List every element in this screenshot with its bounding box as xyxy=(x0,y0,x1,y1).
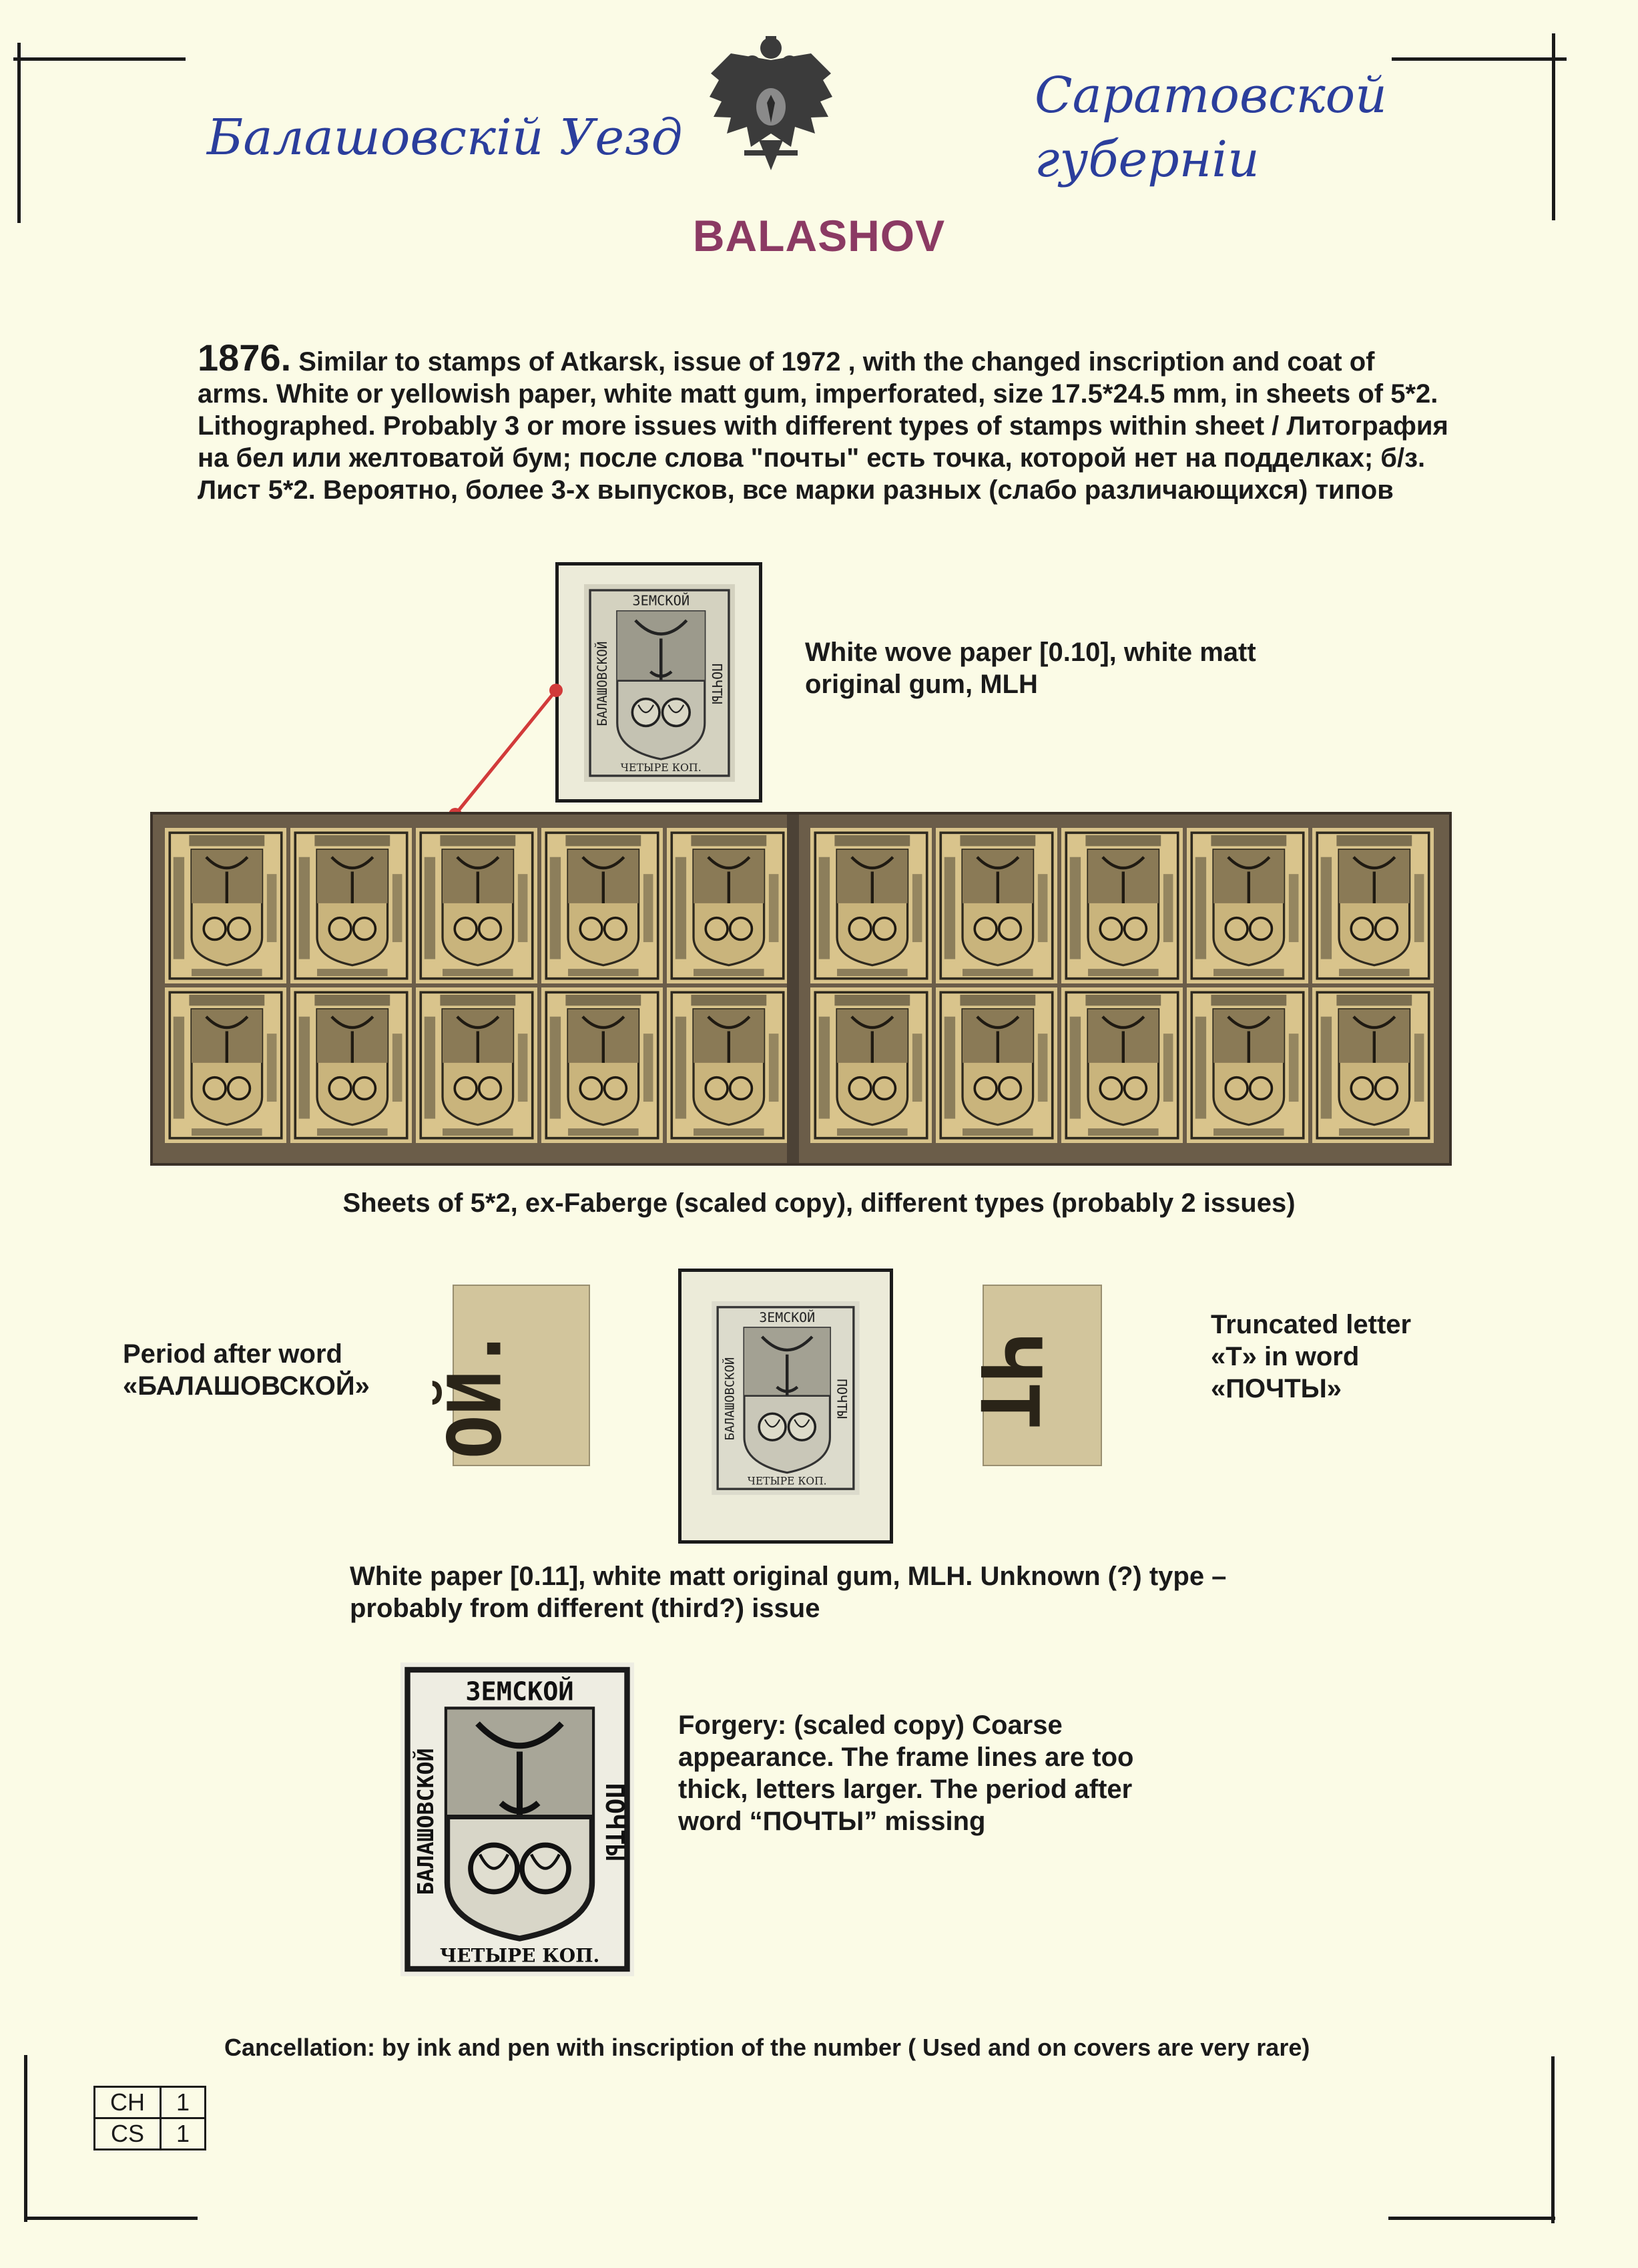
unknown-type-stamp-frame xyxy=(678,1269,893,1544)
truncated-zoom-text: ЧТ xyxy=(961,1333,1055,1430)
forgery-caption: Forgery: (scaled copy) Coarse appearance. The frame lines are too thick, letters larger. The period after word “ПОЧТЫ” missing xyxy=(678,1711,1134,1836)
forgery-stamp xyxy=(400,1662,634,1976)
sheet-stamp xyxy=(416,828,537,983)
pointer-dot-start xyxy=(549,684,563,697)
sheet-stamp xyxy=(1187,987,1308,1143)
stamp-top-text: ЗЕМСКОЙ xyxy=(759,1309,816,1325)
sheet-row xyxy=(810,828,1438,987)
catalog-label: CS xyxy=(95,2118,161,2150)
district-title: Балашовскій Уезд xyxy=(207,109,683,166)
catalog-value: 1 xyxy=(161,2087,206,2118)
province-title-line2: губерніи xyxy=(1035,131,1260,188)
unknown-type-caption: White paper [0.11], white matt original gum, MLH. Unknown (?) type – probably from different (third?) issue xyxy=(350,1562,1227,1623)
sheet-stamp xyxy=(1187,828,1308,983)
sheet-stamp xyxy=(1312,987,1434,1143)
period-label-line1: Period after word xyxy=(123,1339,342,1369)
stamp-bottom-text: ЧЕТЫРЕ КОП. xyxy=(620,761,702,774)
sheet-stamp xyxy=(1312,828,1434,983)
stamp-right-text: ПОЧТЫ xyxy=(834,1379,850,1419)
catalog-row-cs xyxy=(95,2118,206,2150)
period-label xyxy=(123,1338,403,1402)
sheet-row xyxy=(165,828,792,987)
stamp-top-text: ЗЕМСКОЙ xyxy=(632,592,690,609)
province-title-line1: Саратовской xyxy=(1035,67,1387,124)
sheet-stamp xyxy=(541,987,663,1143)
forgery-bottom-text: ЧЕТЫРЕ КОП. xyxy=(439,1944,600,1967)
period-zoom-text: ОЙ. xyxy=(432,1326,518,1459)
cancellation-note: Cancellation: by ink and pen with inscription of the number ( Used and on covers are very rare) xyxy=(224,2034,1310,2061)
sheet-stamp xyxy=(810,987,932,1143)
catalog-label: CH xyxy=(95,2087,161,2118)
stamp-right-text: ПОЧТЫ xyxy=(709,663,726,704)
period-zoom-detail xyxy=(432,1285,590,1466)
sheet-stamp xyxy=(936,828,1057,983)
pointer-line xyxy=(455,690,556,815)
sheet-stamp xyxy=(290,987,412,1143)
sheet-stamp xyxy=(165,987,286,1143)
sheet-row xyxy=(810,987,1438,1147)
sheet-stamp xyxy=(290,828,412,983)
truncated-letter-label xyxy=(1211,1309,1491,1405)
sheet-stamp xyxy=(667,987,788,1143)
sheet-stamp xyxy=(810,828,932,983)
sheet-left xyxy=(165,828,792,1147)
sheet-stamp xyxy=(165,828,286,983)
sheet-stamp xyxy=(1061,987,1183,1143)
sheet-stamp xyxy=(541,828,663,983)
stamp-left-text: БАЛАШОВСКОЙ xyxy=(594,641,610,726)
sheet-stamp xyxy=(416,987,537,1143)
truncated-label-line1: Truncated letter xyxy=(1211,1310,1412,1339)
single-stamp-caption: White wove paper [0.10], white matt original gum, MLH xyxy=(805,638,1256,699)
sheet-divider xyxy=(787,815,799,1163)
sheet-stamp xyxy=(1061,828,1183,983)
catalog-row-ch xyxy=(95,2087,206,2118)
page-title: BALASHOV xyxy=(692,211,946,260)
catalog-value-table xyxy=(93,2086,206,2150)
unknown-type-stamp xyxy=(712,1301,860,1495)
sheet-stamp xyxy=(667,828,788,983)
sheets-caption: Sheets of 5*2, ex-Faberge (scaled copy), different types (probably 2 issues) xyxy=(342,1188,1296,1218)
stamp-bottom-text: ЧЕТЫРЕ КОП. xyxy=(747,1475,827,1488)
intro-text: Similar to stamps of Atkarsk, issue of 1972 , with the changed inscription and coat of arms. White or yellowish paper, white matt gum, imperforated, size 17.5*24.5 mm, in sheets of 5*2. Lithographed. Probably 3 or more issues with different types of stamps within sheet / Литография на бел или желтоватой бум; после слова "почты" есть точка, которой нет на подделках; б/з. Лист 5*2. Вероятно, более 3-х выпусков, все марки разных (слабо различающихся) типов xyxy=(198,347,1448,505)
forgery-right-text: ПОЧТЫ xyxy=(599,1783,629,1861)
stamp-left-text: БАЛАШОВСКОЙ xyxy=(723,1357,738,1441)
period-label-line2: «БАЛАШОВСКОЙ» xyxy=(123,1371,370,1401)
forgery-top-text: ЗЕМСКОЙ xyxy=(465,1676,574,1707)
sheet-right xyxy=(810,828,1438,1147)
sheet-stamp xyxy=(936,987,1057,1143)
forgery-left-text: БАЛАШОВСКОЙ xyxy=(413,1748,439,1895)
sheet-row xyxy=(165,987,792,1147)
truncated-letter-zoom-detail xyxy=(961,1285,1102,1466)
catalog-value: 1 xyxy=(161,2118,206,2150)
truncated-label-line2: «Т» in word xyxy=(1211,1342,1360,1371)
sheets-image xyxy=(150,812,1452,1166)
issue-year: 1876. xyxy=(198,336,292,379)
truncated-label-line3: «ПОЧТЫ» xyxy=(1211,1374,1342,1403)
